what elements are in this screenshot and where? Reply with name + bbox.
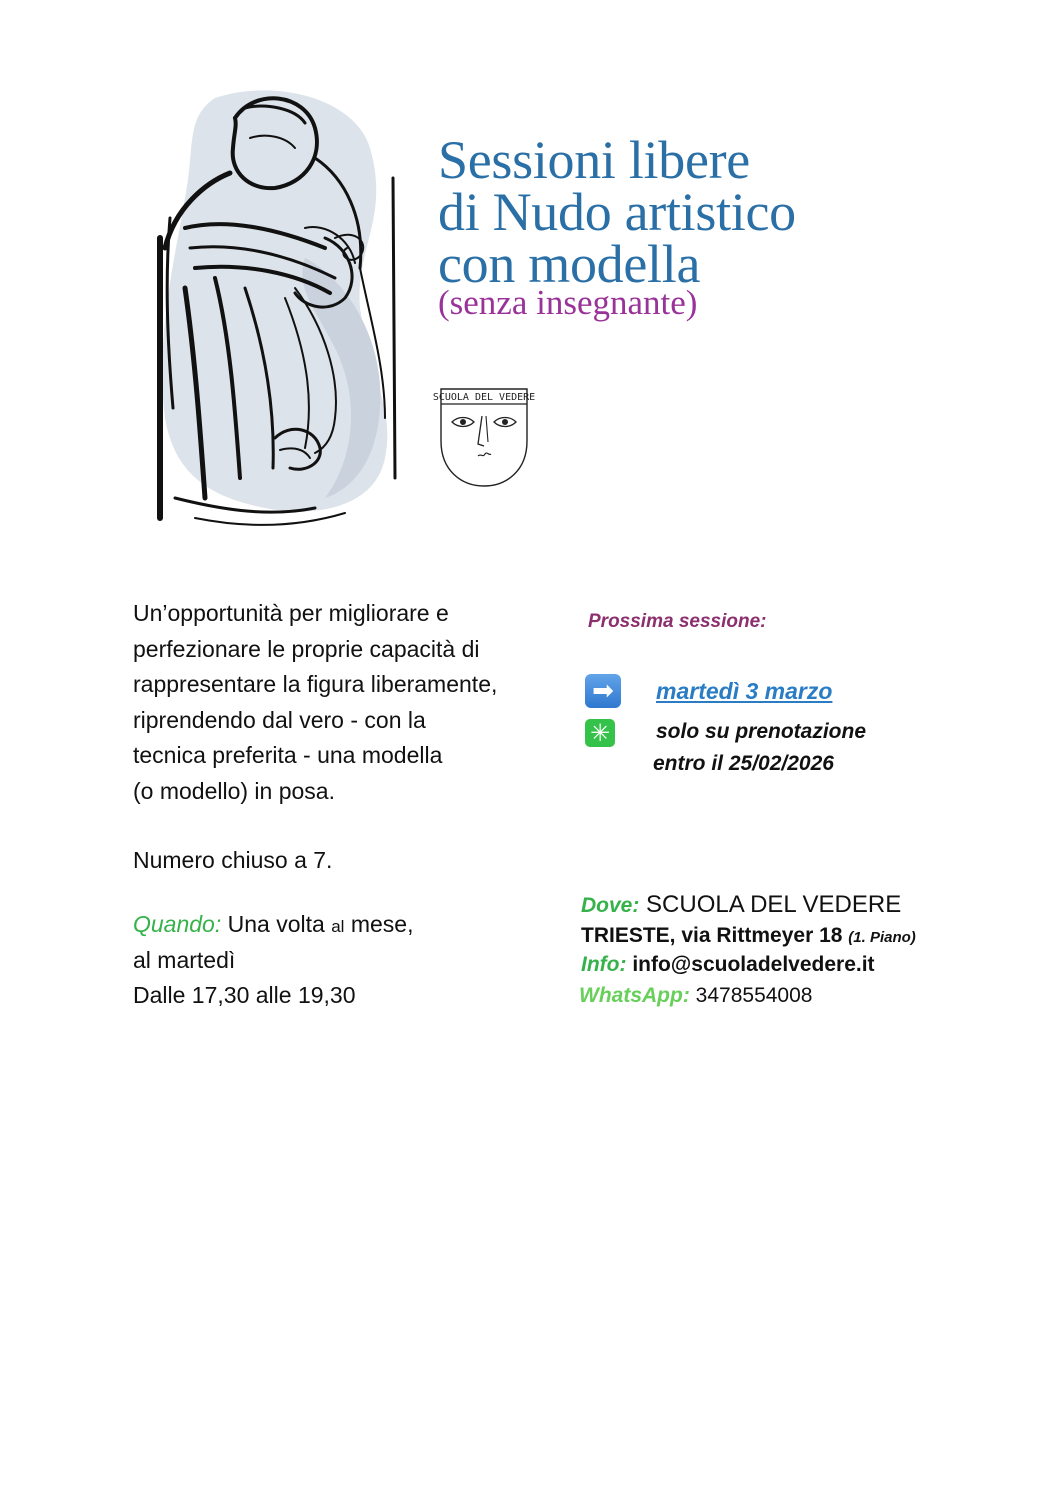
session-date-link[interactable]: martedì 3 marzo	[656, 678, 833, 704]
intro-line: Un’opportunità per migliorare e	[133, 600, 449, 626]
whatsapp-label: WhatsApp:	[579, 984, 690, 1007]
info-label: Info:	[581, 953, 627, 976]
intro-line: rappresentare la figura liberamente,	[133, 671, 498, 697]
quando-label: Quando:	[133, 911, 222, 937]
quando-text-a: Una volta	[227, 911, 325, 937]
intro-line: perfezionare le proprie capacità di	[133, 635, 480, 662]
right-arrow-icon: ➡	[585, 674, 621, 708]
asterisk-icon: ✳	[585, 719, 615, 747]
quando-text-al: al	[331, 917, 345, 936]
whatsapp-line	[579, 984, 812, 1008]
next-session-heading: Prossima sessione:	[588, 611, 767, 632]
email-line	[581, 953, 875, 977]
quando-text-b: mese,	[350, 911, 414, 937]
booking-note-line-1: solo su prenotazione	[656, 720, 867, 743]
intro-line: (o modello) in posa.	[133, 777, 335, 804]
logo-text: SCUOLA DEL VEDERE	[432, 392, 536, 403]
schedule-line-1	[133, 907, 413, 943]
whatsapp-number[interactable]: 3478554008	[695, 984, 813, 1007]
booking-note-line-2: entro il 25/02/2026	[653, 752, 834, 775]
schedule-line-2: al martedì	[133, 946, 236, 973]
floor-note: (1. Piano)	[848, 929, 916, 946]
address-line	[581, 924, 916, 948]
address-value: TRIESTE, via Rittmeyer 18	[581, 924, 843, 947]
dove-label: Dove:	[581, 894, 640, 917]
title-line-3: con modella	[438, 234, 701, 294]
schedule-line-3: Dalle 17,30 alle 19,30	[133, 982, 356, 1008]
title-line-1: Sessioni libere	[438, 130, 750, 190]
schedule-block	[133, 907, 413, 1014]
subtitle: (senza insegnante)	[438, 283, 698, 322]
intro-line: tecnica preferita - una modella	[133, 742, 443, 768]
seated-figure-sketch	[155, 78, 401, 536]
dove-value: SCUOLA DEL VEDERE	[646, 891, 902, 918]
intro-paragraph	[133, 596, 497, 809]
face-logo-icon	[432, 386, 536, 488]
location-line	[581, 891, 901, 919]
email-link[interactable]: info@scuoladelvedere.it	[632, 953, 875, 976]
group-size-note: Numero chiuso a 7.	[133, 847, 333, 873]
intro-line: riprendendo dal vero - con la	[133, 706, 426, 733]
title-line-2: di Nudo artistico	[438, 182, 796, 242]
